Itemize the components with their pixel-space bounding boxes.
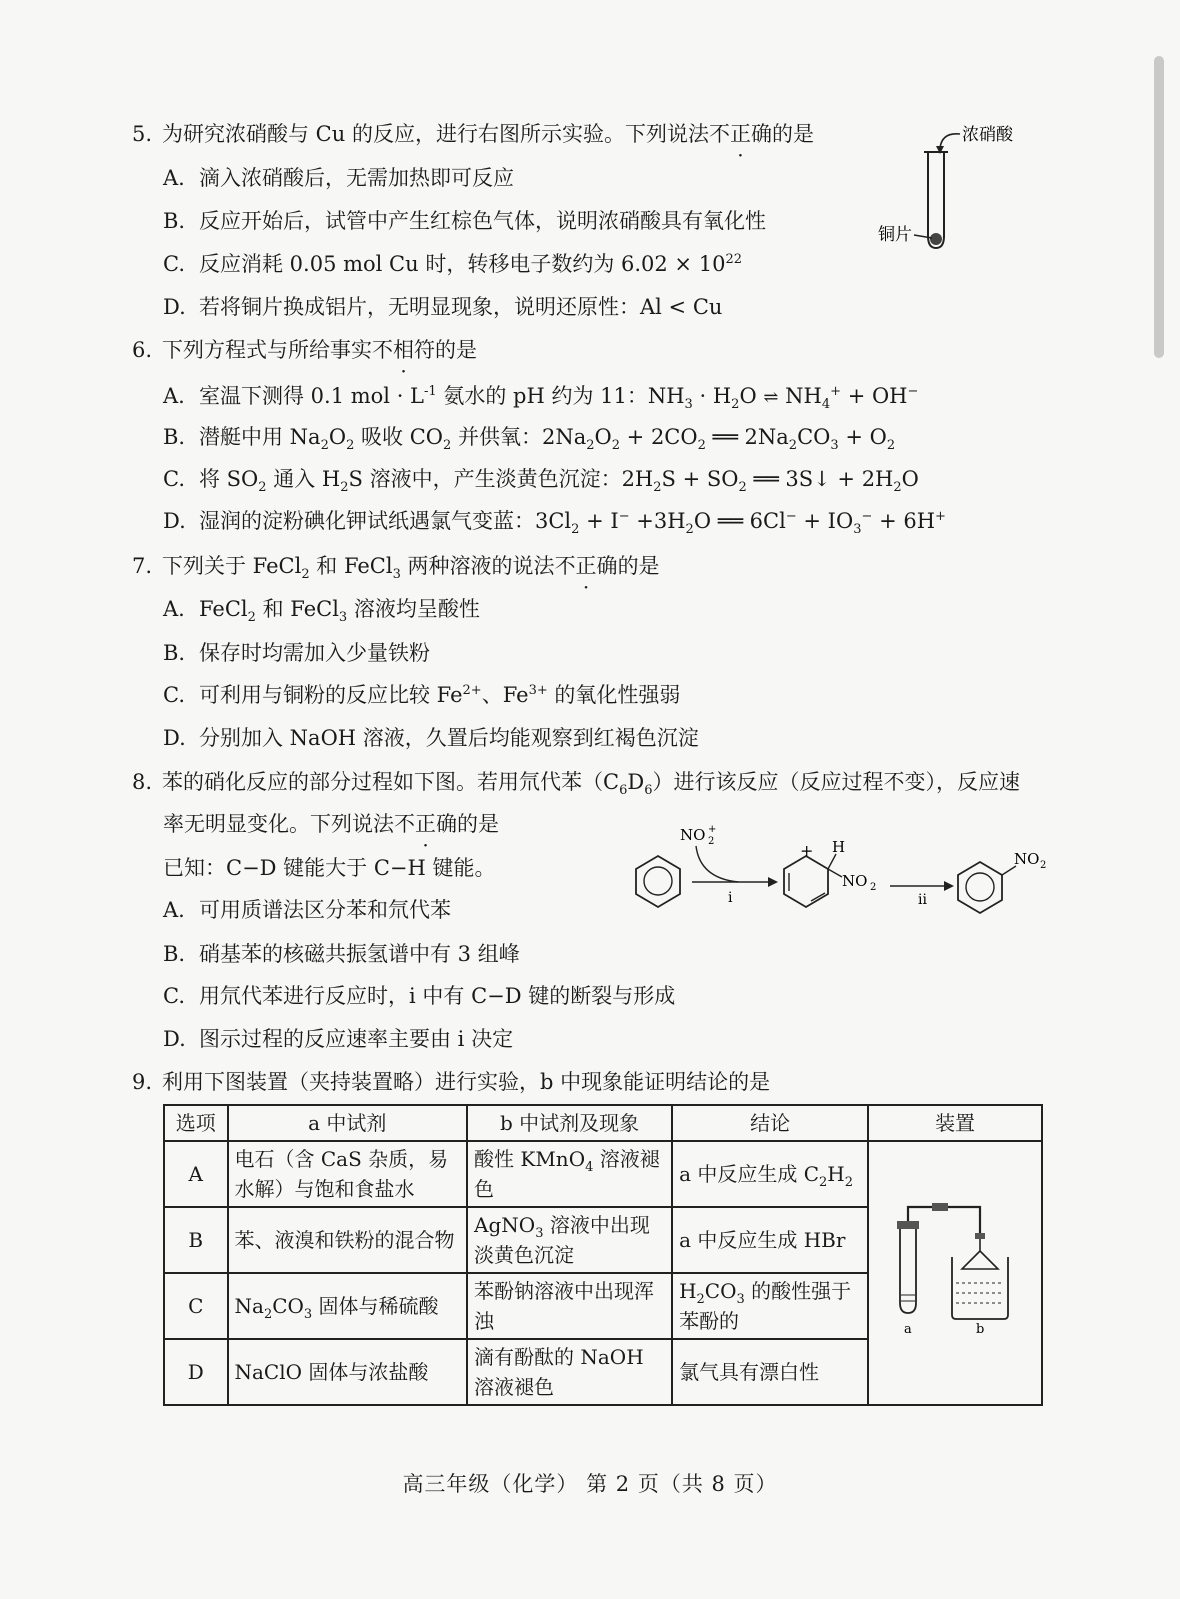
apparatus-cell bbox=[868, 1141, 1042, 1405]
scrollbar[interactable] bbox=[1154, 56, 1164, 358]
q9-stem: 9. 利用下图装置（夹持装置略）进行实验，b 中现象能证明结论的是 bbox=[132, 1070, 771, 1094]
reagent-b-cell: AgNO$_3$ 溶液中出现淡黄色沉淀 bbox=[467, 1207, 672, 1273]
q5-option-d: D. 若将铜片换成铝片，无明显现象，说明还原性：Al < Cu bbox=[163, 295, 723, 319]
q7-option-d: D. 分别加入 NaOH 溶液，久置后均能观察到红褐色沉淀 bbox=[163, 726, 699, 750]
conclusion-cell: a 中反应生成 HBr bbox=[672, 1207, 868, 1273]
table-header: 装置 bbox=[868, 1105, 1042, 1141]
conclusion-cell: $H_2CO_3$ 的酸性强于苯酚的 bbox=[672, 1273, 868, 1339]
q6-option-d: D. 湿润的淀粉碘化钾试纸遇氯气变蓝：$3Cl_2 + I^- +3H_2O$ ══ $6Cl^- + IO_3^- + 6H^+$ bbox=[163, 509, 946, 538]
option-letter: D bbox=[164, 1339, 228, 1405]
q6-option-c: C. 将 $SO_2$ 通入 $H_2S$ 溶液中，产生淡黄色沉淀：$2H_2S + SO_2$ ══ 3S↓ + $2H_2O$ bbox=[163, 467, 919, 496]
q6-stem: 6. 下列方程式与所给事实不相符的是 bbox=[132, 338, 477, 362]
q5-test-tube-figure bbox=[870, 118, 1030, 258]
reagent-a-cell: 电石（含 CaS 杂质，易水解）与饱和食盐水 bbox=[228, 1141, 468, 1207]
conclusion-cell: 氯气具有漂白性 bbox=[672, 1339, 868, 1405]
q7-option-b: B. 保存时均需加入少量铁粉 bbox=[163, 641, 430, 665]
apparatus-label-b: b bbox=[976, 1322, 985, 1337]
q8-option-b: B. 硝基苯的核磁共振氢谱中有 3 组峰 bbox=[163, 942, 520, 966]
svg-text:2: 2 bbox=[1040, 860, 1047, 871]
q9-options-table bbox=[163, 1104, 1043, 1406]
reagent-b-cell: 酸性 KMnO$_4$ 溶液褪色 bbox=[467, 1141, 672, 1207]
q5-acid-label: 浓硝酸 bbox=[962, 125, 1013, 145]
q9-apparatus-figure bbox=[880, 1199, 1030, 1339]
q8-step-i-label: i bbox=[728, 890, 733, 906]
reagent-a-cell: $Na_2CO_3$ 固体与稀硫酸 bbox=[228, 1273, 468, 1339]
conclusion-cell: a 中反应生成 $C_2H_2$ bbox=[672, 1141, 868, 1207]
q8-stem-line2: 率无明显变化。下列说法不正确的是 bbox=[163, 812, 499, 836]
table-row bbox=[164, 1141, 1042, 1207]
q8-option-d: D. 图示过程的反应速率主要由 i 决定 bbox=[163, 1027, 514, 1051]
q8-known: 已知：C−D 键能大于 C−H 键能。 bbox=[163, 856, 496, 880]
option-letter: A bbox=[164, 1141, 228, 1207]
table-header: a 中试剂 bbox=[228, 1105, 468, 1141]
page-footer: 高三年级（化学） 第 2 页（共 8 页） bbox=[402, 1472, 778, 1496]
svg-text:NO: NO bbox=[1014, 850, 1040, 868]
table-header: 选项 bbox=[164, 1105, 228, 1141]
svg-text:NO: NO bbox=[842, 872, 868, 890]
q5-copper-label: 铜片 bbox=[878, 225, 912, 245]
q5-stem: 5. 为研究浓硝酸与 Cu 的反应，进行右图所示实验。下列说法不正确的是 bbox=[132, 122, 814, 146]
table-header: 结论 bbox=[672, 1105, 868, 1141]
option-letter: C bbox=[164, 1273, 228, 1339]
svg-text:2: 2 bbox=[708, 836, 715, 847]
q8-option-c: C. 用氘代苯进行反应时，i 中有 C−D 键的断裂与形成 bbox=[163, 984, 676, 1008]
q6-option-a: A. 室温下测得 0.1 mol · $L^{-1}$ 氨水的 pH 约为 11：$NH_3 \cdot H_2O$ ⇌ $NH_4^+ + OH^-$ bbox=[163, 384, 919, 413]
q8-stem-line1: 8. 苯的硝化反应的部分过程如下图。若用氘代苯$(C_6D_6)$进行该反应（反应过程不变），反应速 bbox=[132, 770, 1020, 799]
svg-text:+: + bbox=[800, 841, 814, 860]
apparatus-label-a: a bbox=[904, 1322, 912, 1337]
option-letter: B bbox=[164, 1207, 228, 1273]
q8-option-a: A. 可用质谱法区分苯和氘代苯 bbox=[163, 898, 451, 922]
q7-stem: 7. 下列关于 FeCl$_2$ 和 FeCl$_3$ 两种溶液的说法不正确的是 bbox=[132, 554, 660, 583]
svg-text:+: + bbox=[708, 824, 717, 835]
reagent-a-cell: 苯、液溴和铁粉的混合物 bbox=[228, 1207, 468, 1273]
q5-option-a: A. 滴入浓硝酸后，无需加热即可反应 bbox=[163, 166, 514, 190]
table-header: b 中试剂及现象 bbox=[467, 1105, 672, 1141]
q5-option-b: B. 反应开始后，试管中产生红棕色气体，说明浓硝酸具有氧化性 bbox=[163, 209, 766, 233]
q5-option-c: C. 反应消耗 0.05 mol Cu 时，转移电子数约为 $6.02 \times 10^{22}$ bbox=[163, 252, 742, 276]
reagent-b-cell: 滴有酚酞的 NaOH 溶液褪色 bbox=[467, 1339, 672, 1405]
q8-nitration-scheme bbox=[628, 820, 1048, 920]
q7-option-c: C. 可利用与铜粉的反应比较 $Fe^{2+}$、$Fe^{3+}$ 的氧化性强弱 bbox=[163, 683, 681, 707]
reagent-b-cell: 苯酚钠溶液中出现浑浊 bbox=[467, 1273, 672, 1339]
svg-text:NO: NO bbox=[680, 826, 706, 844]
q6-option-b: B. 潜艇中用 $Na_2O_2$ 吸收 $CO_2$ 并供氧：$2Na_2O_2 + 2CO_2$ ══ $2Na_2CO_3 + O_2$ bbox=[163, 425, 896, 454]
svg-text:2: 2 bbox=[870, 882, 877, 893]
svg-text:H: H bbox=[832, 838, 846, 856]
q8-step-ii-label: ii bbox=[918, 892, 927, 908]
reagent-a-cell: NaClO 固体与浓盐酸 bbox=[228, 1339, 468, 1405]
q7-option-a: A. FeCl$_2$ 和 FeCl$_3$ 溶液均呈酸性 bbox=[163, 597, 480, 626]
table-header-row bbox=[164, 1105, 1042, 1141]
